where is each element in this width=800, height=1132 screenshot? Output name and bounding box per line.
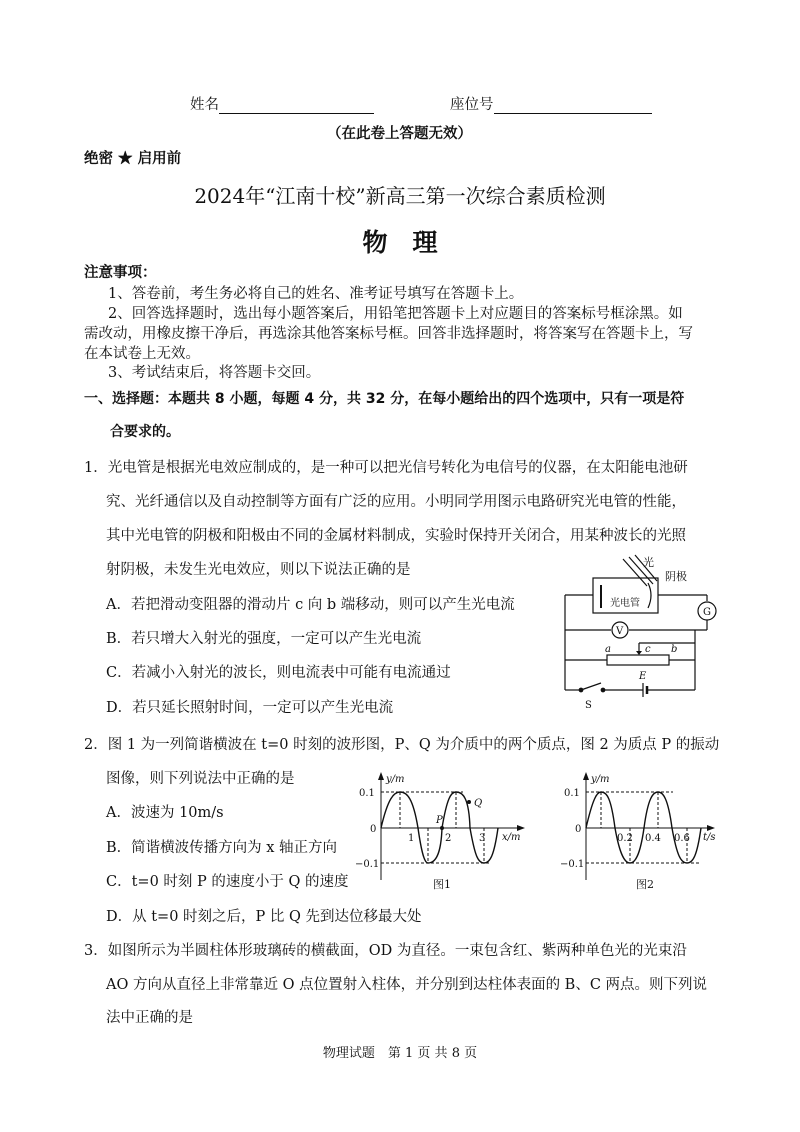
name-blank xyxy=(219,99,374,114)
q3-stem: AO 方向从直径上非常靠近 O 点位置射入柱体，并分别到达柱体表面的 B、C 两点。则下列说 xyxy=(106,977,708,993)
fig1-tick-x: 3 xyxy=(479,833,486,844)
fig2-tick-y: 0 xyxy=(575,824,582,835)
light-label: 光 xyxy=(643,556,654,569)
rheostat-b: b xyxy=(671,644,678,655)
fig2-ylabel: y/m xyxy=(591,774,610,785)
q1-stem: 1．光电管是根据光电效应制成的，是一种可以把光信号转化为电信号的仪器，在太阳能电池研 xyxy=(84,460,688,476)
fig1-tick-x: 1 xyxy=(408,833,415,844)
fig1-tick-x: 2 xyxy=(445,833,452,844)
q1-option-d: D．若只延长照射时间，一定可以产生光电流 xyxy=(106,700,394,716)
q1-stem: 究、光纤通信以及自动控制等方面有广泛的应用。小明同学用图示电路研究光电管的性能， xyxy=(106,494,686,510)
voltmeter-label: V xyxy=(616,626,624,637)
fig1-tick-y: −0.1 xyxy=(355,859,380,870)
cathode-label: 阴极 xyxy=(665,570,687,583)
section-heading-cont: 合要求的。 xyxy=(110,424,180,440)
point-p-marker xyxy=(440,826,444,830)
exam-title: 2024年“江南十校”新高三第一次综合素质检测 xyxy=(194,184,606,208)
seat-blank xyxy=(494,99,652,114)
notice-item: 在本试卷上无效。 xyxy=(84,346,200,362)
switch-label: S xyxy=(585,700,592,711)
fig1-xlabel: x/m xyxy=(502,832,521,843)
q2-option-a: A．波速为 10m/s xyxy=(106,805,224,821)
name-label: 姓名 xyxy=(190,97,219,113)
q3-stem: 法中正确的是 xyxy=(106,1010,193,1026)
q1-option-b: B．若只增大入射光的强度，一定可以产生光电流 xyxy=(106,631,422,647)
galvanometer-label: G xyxy=(703,607,711,618)
tube-label: 光电管 xyxy=(610,598,640,609)
seat-field xyxy=(450,93,652,114)
fig1-caption: 图1 xyxy=(433,878,451,891)
fig2-tick-x: 0.4 xyxy=(645,833,661,844)
notice-item: 3、考试结束后，将答题卡交回。 xyxy=(108,365,321,381)
switch xyxy=(581,683,601,690)
q2-figure-1 xyxy=(353,770,533,895)
emf-label: E xyxy=(639,671,647,682)
fig2-tick-x: 0.2 xyxy=(617,833,633,844)
fig2-caption: 图2 xyxy=(636,878,654,891)
q2-figure-2 xyxy=(553,770,723,895)
q2-stem: 图像，则下列说法中正确的是 xyxy=(106,771,295,787)
fig1-tick-y: 0 xyxy=(370,824,377,835)
q2-option-b: B．简谐横波传播方向为 x 轴正方向 xyxy=(106,840,338,856)
notice-item: 需改动，用橡皮擦干净后，再选涂其他答案标号框。回答非选择题时，将答案写在答题卡上，写 xyxy=(84,326,693,342)
q1-circuit-diagram xyxy=(555,553,720,713)
notice-heading: 注意事项： xyxy=(84,264,157,281)
q3-stem: 3．如图所示为半圆柱体形玻璃砖的横截面，OD 为直径。一束包含红、紫两种单色光的光束沿 xyxy=(84,943,687,959)
point-p-label: P xyxy=(436,815,443,826)
q2-option-c: C．t=0 时刻 P 的速度小于 Q 的速度 xyxy=(106,874,349,890)
notice-item: 2、回答选择题时，选出每小题答案后，用铅笔把答题卡上对应题目的答案标号框涂黑。如 xyxy=(108,306,683,322)
notice-item: 1、答卷前，考生务必将自己的姓名、准考证号填写在答题卡上。 xyxy=(108,286,524,302)
point-q-marker xyxy=(467,800,471,804)
secret-mark: 绝密 ★ 启用前 xyxy=(84,150,182,167)
q2-option-d: D．从 t=0 时刻之后，P 比 Q 先到达位移最大处 xyxy=(106,909,422,925)
fig1-tick-y: 0.1 xyxy=(359,788,375,799)
tube-cathode xyxy=(648,583,651,608)
point-q-label: Q xyxy=(474,798,483,809)
page-footer: 物理试题 第 1 页 共 8 页 xyxy=(322,1046,478,1061)
fig2-tick-y: 0.1 xyxy=(564,788,580,799)
section-heading: 一、选择题：本题共 8 小题，每题 4 分，共 32 分，在每小题给出的四个选项中，只有一项是符 xyxy=(84,391,685,407)
rheostat-c: c xyxy=(645,644,651,655)
rheostat xyxy=(607,655,669,665)
seat-label: 座位号 xyxy=(450,97,494,113)
subject-title: 物 理 xyxy=(362,228,438,257)
rheostat-a: a xyxy=(605,644,611,655)
q1-stem: 射阴极，未发生光电效应，则以下说法正确的是 xyxy=(106,562,411,578)
fig2-xlabel: t/s xyxy=(703,832,716,843)
fig2-tick-y: −0.1 xyxy=(560,859,585,870)
fig1-ylabel: y/m xyxy=(386,774,405,785)
q2-stem: 2．图 1 为一列简谐横波在 t=0 时刻的波形图，P、Q 为介质中的两个质点，图 2 为质点 P 的振动 xyxy=(84,737,720,753)
q1-option-c: C．若减小入射光的波长，则电流表中可能有电流通过 xyxy=(106,665,451,681)
name-field xyxy=(190,93,374,114)
q1-stem: 其中光电管的阴极和阳极由不同的金属材料制成，实验时保持开关闭合，用某种波长的光照 xyxy=(106,528,686,544)
q1-option-a: A．若把滑动变阻器的滑动片 c 向 b 端移动，则可以产生光电流 xyxy=(106,597,515,613)
invalid-note: （在此卷上答题无效） xyxy=(327,125,472,142)
fig2-tick-x: 0.6 xyxy=(674,833,690,844)
